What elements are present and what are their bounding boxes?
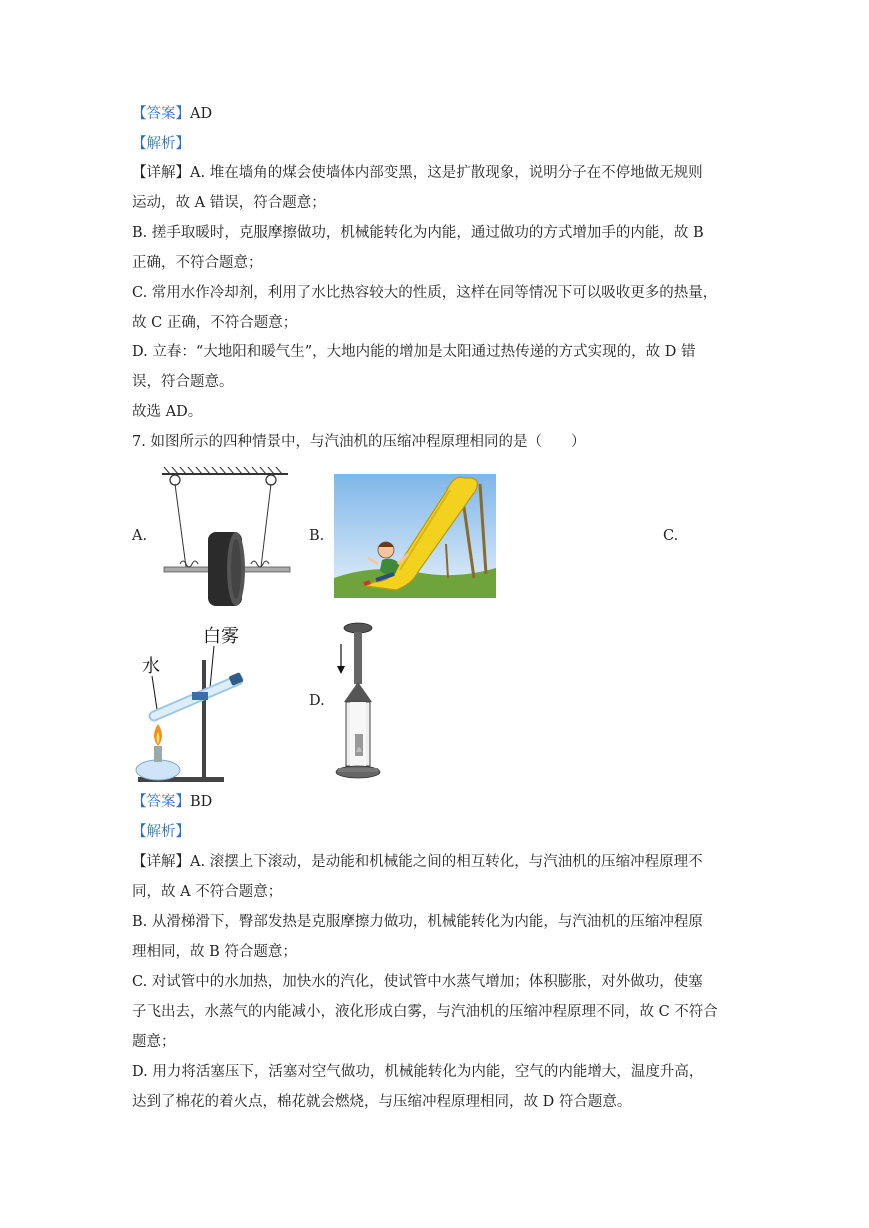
figure-d-compression-cylinder bbox=[332, 622, 412, 782]
q7-analysis-tag: 【解析】 bbox=[132, 824, 190, 840]
q7-stem: 7. 如图所示的四种情景中，与汽油机的压缩冲程原理相同的是（ ） bbox=[132, 434, 586, 450]
detail-tag: 【详解】 bbox=[132, 854, 190, 870]
q6-detail-line-7: 误，符合题意。 bbox=[132, 374, 234, 390]
q6-detail-line-5: 故 C 正确，不符合题意； bbox=[132, 315, 298, 331]
q7-detail-line-6: 题意； bbox=[132, 1034, 176, 1050]
q6-detail-line-4: C. 常用水作冷却剂，利用了水比热容较大的性质，这样在同等情况下可以吸收更多的热量， bbox=[132, 285, 718, 301]
label-mist: 白雾 bbox=[203, 626, 239, 647]
figure-b-slide bbox=[334, 474, 496, 598]
answer-tag: 【答案】 bbox=[132, 106, 190, 122]
label-water: 水 bbox=[142, 656, 160, 677]
figure-c-test-tube bbox=[132, 622, 250, 784]
option-a-label: A. bbox=[132, 528, 148, 544]
q6-answer bbox=[132, 104, 212, 124]
answer-value: AD bbox=[190, 106, 213, 122]
figure-a-maxwell-wheel bbox=[160, 466, 292, 608]
option-d-label: D. bbox=[309, 693, 325, 709]
q7-detail-line-5: 子飞出去，水蒸气的内能减小，液化形成白雾，与汽油机的压缩冲程原理不同，故 C 不符合 bbox=[132, 1004, 718, 1020]
q7-detail-line-3: 理相同，故 B 符合题意； bbox=[132, 944, 297, 960]
option-b-label: B. bbox=[309, 528, 325, 544]
q6-detail-line-6: D. 立春：“大地阳和暖气生”，大地内能的增加是太阳通过热传递的方式实现的，故 D 错 bbox=[132, 344, 696, 360]
answer-value: BD bbox=[190, 794, 213, 810]
q6-detail-line-2: B. 搓手取暖时，克服摩擦做功，机械能转化为内能，通过做功的方式增加手的内能，故 B bbox=[132, 225, 704, 241]
q7-answer bbox=[132, 792, 212, 812]
option-c-label: C. bbox=[663, 528, 679, 544]
q6-detail-line-3: 正确，不符合题意； bbox=[132, 255, 263, 271]
q7-detail-line-2: B. 从滑梯滑下，臀部发热是克服摩擦力做功，机械能转化为内能，与汽油机的压缩冲程原 bbox=[132, 914, 703, 930]
q7-detail-line-8: 达到了棉花的着火点，棉花就会燃烧，与压缩冲程原理相同，故 D 符合题意。 bbox=[132, 1094, 632, 1110]
q6-conclusion: 故选 AD。 bbox=[132, 404, 203, 420]
answer-tag: 【答案】 bbox=[132, 794, 190, 810]
q7-detail-line-0: 【详解】A. 滚摆上下滚动，是动能和机械能之间的相互转化，与汽油机的压缩冲程原理不 bbox=[132, 854, 703, 870]
q6-detail-line-0: 【详解】A. 堆在墙角的煤会使墙体内部变黑，这是扩散现象，说明分子在不停地做无规则 bbox=[132, 165, 703, 181]
q6-detail-line-1: 运动，故 A 错误，符合题意； bbox=[132, 195, 326, 211]
q7-detail-line-4: C. 对试管中的水加热，加快水的汽化，使试管中水蒸气增加；体积膨胀，对外做功，使塞 bbox=[132, 974, 703, 990]
q6-analysis-tag: 【解析】 bbox=[132, 136, 190, 152]
q7-detail-line-1: 同，故 A 不符合题意； bbox=[132, 884, 283, 900]
detail-tag: 【详解】 bbox=[132, 165, 190, 181]
q7-detail-line-7: D. 用力将活塞压下，活塞对空气做功，机械能转化为内能，空气的内能增大，温度升高， bbox=[132, 1064, 704, 1080]
